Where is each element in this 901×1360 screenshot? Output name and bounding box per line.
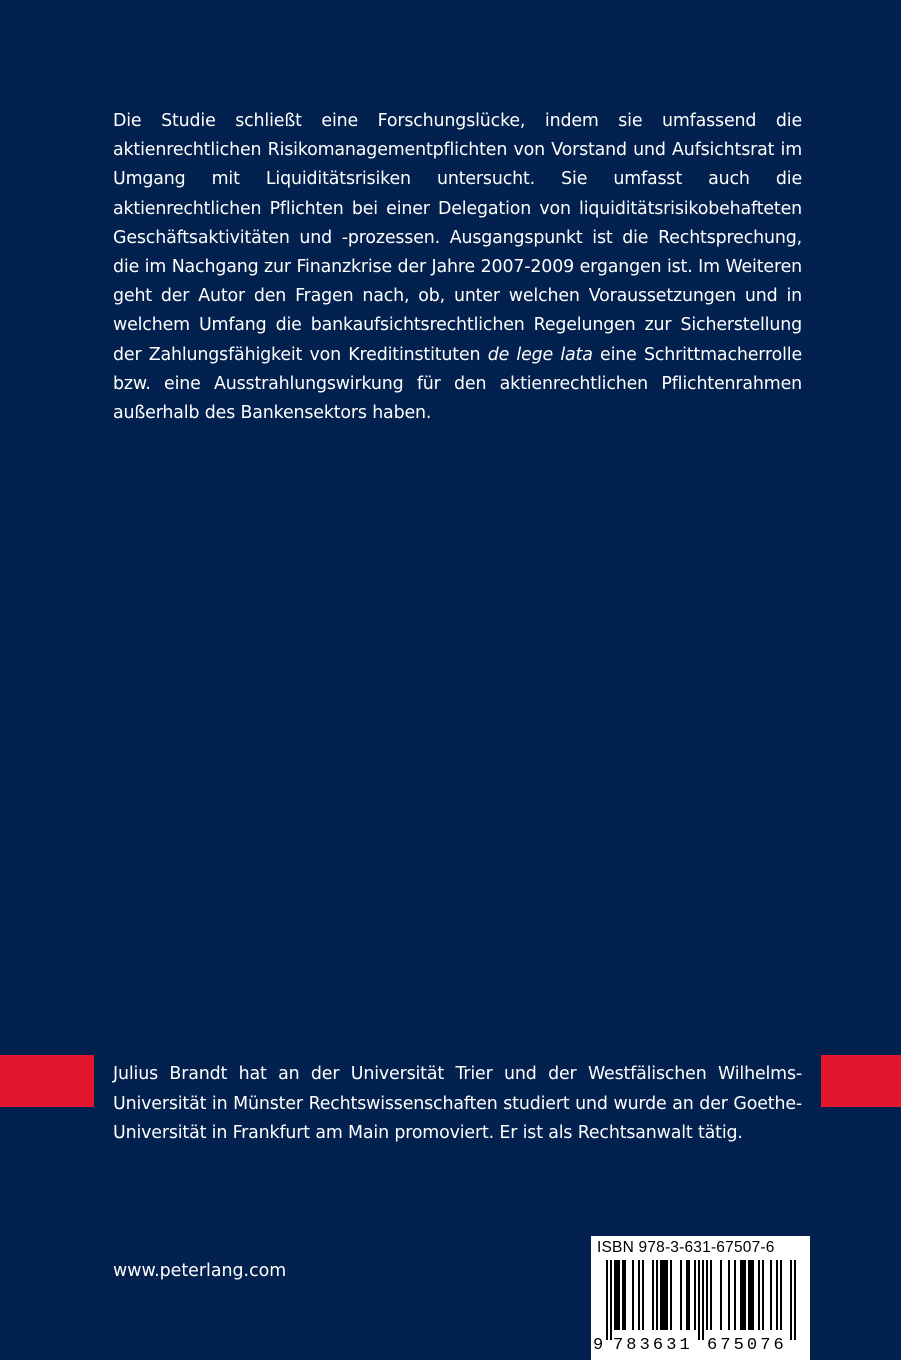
barcode-bar xyxy=(606,1260,608,1340)
barcode-bar xyxy=(632,1260,634,1330)
barcode-bar xyxy=(748,1260,750,1330)
barcode-bar xyxy=(776,1260,778,1330)
barcode-bar xyxy=(660,1260,662,1330)
blurb-text-part1: Die Studie schließt eine Forschungslücke, indem sie umfassend die aktienrechtlichen Risikomanagementpflichten von Vorstand und Aufsichtsrat im Umgang mit Liquiditätsrisiken untersucht. Sie umfasst auch die aktienrechtlichen Pflichten bei einer Delegation von liquiditätsrisikobehafteten Geschäftsaktivitäten und -prozessen. Ausgangspunkt ist die Rechtsprechung, die im Nachgang zur Finanzkrise der Jahre 2007-2009 ergangen ist. Im Weiteren geht der Autor den Fragen nach, ob, unter welchen Voraussetzungen und in welchem Umfang die bankaufsichtsrechtlichen Regelungen zur Sicherstellung der Zahlungsfähigkeit von Kreditinstituten xyxy=(113,111,802,365)
blurb-italic-term: de lege lata xyxy=(487,344,593,365)
barcode-bar xyxy=(638,1260,640,1330)
barcode-bar xyxy=(670,1260,672,1330)
barcode-bar xyxy=(780,1260,782,1330)
barcode-bar xyxy=(618,1260,620,1330)
barcode-bar xyxy=(720,1260,722,1330)
red-accent-bar-left xyxy=(0,1055,94,1107)
barcode-bar xyxy=(666,1260,668,1330)
barcode-bar xyxy=(770,1260,772,1330)
barcode-bar xyxy=(710,1260,712,1330)
barcode-bar xyxy=(702,1260,704,1340)
barcode-bar xyxy=(698,1260,700,1340)
barcode-bar xyxy=(758,1260,760,1330)
barcode-bar xyxy=(790,1260,792,1340)
barcode-bar xyxy=(652,1260,654,1330)
barcode-bar xyxy=(614,1260,616,1330)
barcode-bar xyxy=(686,1260,688,1330)
barcode-bars xyxy=(591,1260,810,1342)
barcode-bar xyxy=(752,1260,754,1330)
barcode-bar xyxy=(740,1260,742,1330)
red-accent-bar-right xyxy=(821,1055,901,1107)
barcode-digits xyxy=(591,1334,810,1358)
barcode-bar xyxy=(728,1260,730,1330)
isbn-label: ISBN 978-3-631-67507-6 xyxy=(597,1239,775,1256)
barcode-right-group: 675076 xyxy=(707,1336,787,1355)
author-bio: Julius Brandt hat an der Universität Trier und der Westfälischen Wilhelms-Universität in Münster Rechtswissenschaften studiert und wurde an der Goethe-Universität in Frankfurt am Main promoviert. Er ist als Rechtsanwalt tätig. xyxy=(113,1064,802,1143)
barcode-bar xyxy=(680,1260,682,1330)
barcode-bar xyxy=(750,1260,752,1330)
barcode-bar xyxy=(610,1260,612,1340)
barcode-bar xyxy=(664,1260,666,1330)
barcode-bar xyxy=(794,1260,796,1340)
barcode-bar xyxy=(694,1260,696,1330)
barcode-first-digit: 9 xyxy=(593,1336,604,1355)
barcode-bar xyxy=(762,1260,764,1330)
barcode-bar xyxy=(744,1260,746,1330)
isbn-barcode xyxy=(591,1236,810,1360)
barcode-bar xyxy=(662,1260,664,1330)
barcode-left-group: 783631 xyxy=(613,1336,693,1355)
barcode-bar xyxy=(706,1260,708,1330)
barcode-bar xyxy=(656,1260,658,1330)
barcode-bar xyxy=(616,1260,618,1330)
blurb-text-part2: eine Schrittmacherrolle bzw. eine Ausstrahlungswirkung für den aktienrechtlichen Pflichtenrahmen außerhalb des Bankensektors haben. xyxy=(113,344,802,424)
barcode-bar xyxy=(742,1260,744,1330)
back-cover-blurb xyxy=(113,107,802,428)
barcode-bar xyxy=(624,1260,626,1330)
barcode-bar xyxy=(734,1260,736,1330)
publisher-website[interactable]: www.peterlang.com xyxy=(113,1261,287,1281)
barcode-bar xyxy=(642,1260,644,1330)
barcode-bar xyxy=(622,1260,624,1330)
barcode-bar xyxy=(688,1260,690,1330)
